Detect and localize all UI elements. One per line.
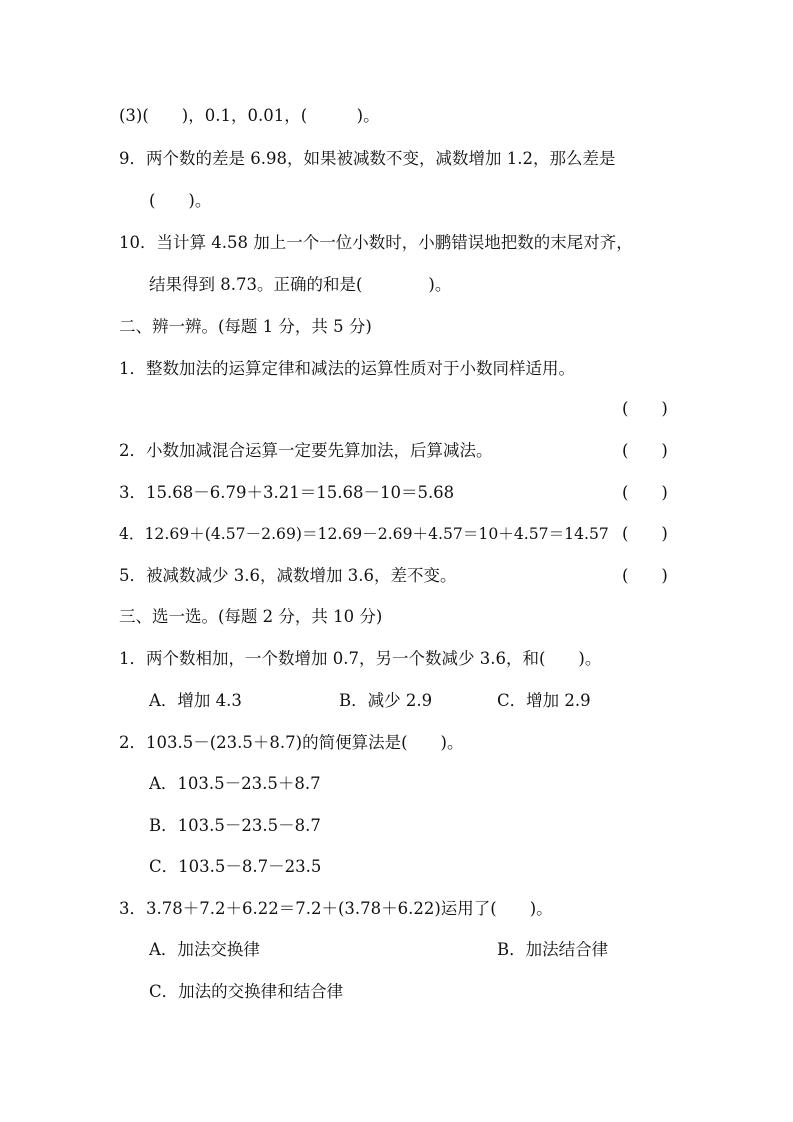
choice-2-stem: 2．103.5－(23.5＋8.7)的简便算法是( )。 [119, 733, 464, 752]
question-10-text-cont: 结果得到 8.73。正确的和是( )。 [149, 275, 452, 294]
choice-2-option-a: A．103.5－23.5＋8.7 [149, 774, 321, 793]
judge-item-1: 1．整数加法的运算定律和减法的运算性质对于小数同样适用。 [119, 359, 575, 378]
judge-item-4-answer: ( ) [622, 524, 668, 543]
judge-item-5: 5．被减数减少 3.6，减数增加 3.6，差不变。 [119, 566, 457, 585]
choice-1-stem: 1．两个数相加，一个数增加 0.7，另一个数减少 3.6，和( )。 [119, 649, 602, 668]
choice-3-option-a: A．加法交换律 [149, 940, 260, 959]
judge-item-4: 4．12.69＋(4.57－2.69)＝12.69－2.69＋4.57＝10＋4.57＝14.57 [119, 525, 609, 543]
judge-item-3: 3．15.68－6.79＋3.21＝15.68－10＝5.68 [119, 483, 455, 502]
choice-3-option-c: C．加法的交换律和结合律 [149, 982, 344, 1001]
question-10-text: 10．当计算 4.58 加上一个一位小数时，小鹏错误地把数的末尾对齐， [119, 233, 633, 252]
section-2-title: 二、辨一辨。(每题 1 分，共 5 分) [119, 317, 372, 336]
choice-1-option-b: B．减少 2.9 [339, 691, 433, 710]
choice-1-option-a: A．增加 4.3 [149, 691, 242, 710]
choice-1-option-c: C．增加 2.9 [497, 691, 591, 710]
section-3-title: 三、选一选。(每题 2 分，共 10 分) [119, 607, 383, 626]
judge-item-1-answer: ( ) [622, 399, 668, 418]
question-9-text: 9．两个数的差是 6.98，如果被减数不变，减数增加 1.2，那么差是 [119, 149, 616, 168]
judge-item-3-answer: ( ) [622, 483, 668, 502]
question-8-part-3: (3)( )，0.1，0.01，( )。 [119, 106, 380, 125]
choice-2-option-c: C．103.5－8.7－23.5 [149, 857, 322, 876]
choice-3-option-b: B．加法结合律 [497, 940, 609, 959]
judge-item-5-answer: ( ) [622, 566, 668, 585]
judge-item-2: 2．小数加减混合运算一定要先算加法，后算减法。 [119, 441, 493, 460]
choice-3-stem: 3．3.78＋7.2＋6.22＝7.2＋(3.78＋6.22)运用了( )。 [119, 899, 553, 918]
choice-2-option-b: B．103.5－23.5－8.7 [149, 816, 321, 835]
judge-item-2-answer: ( ) [622, 441, 668, 460]
question-9-answer-blank: ( )。 [149, 191, 212, 210]
